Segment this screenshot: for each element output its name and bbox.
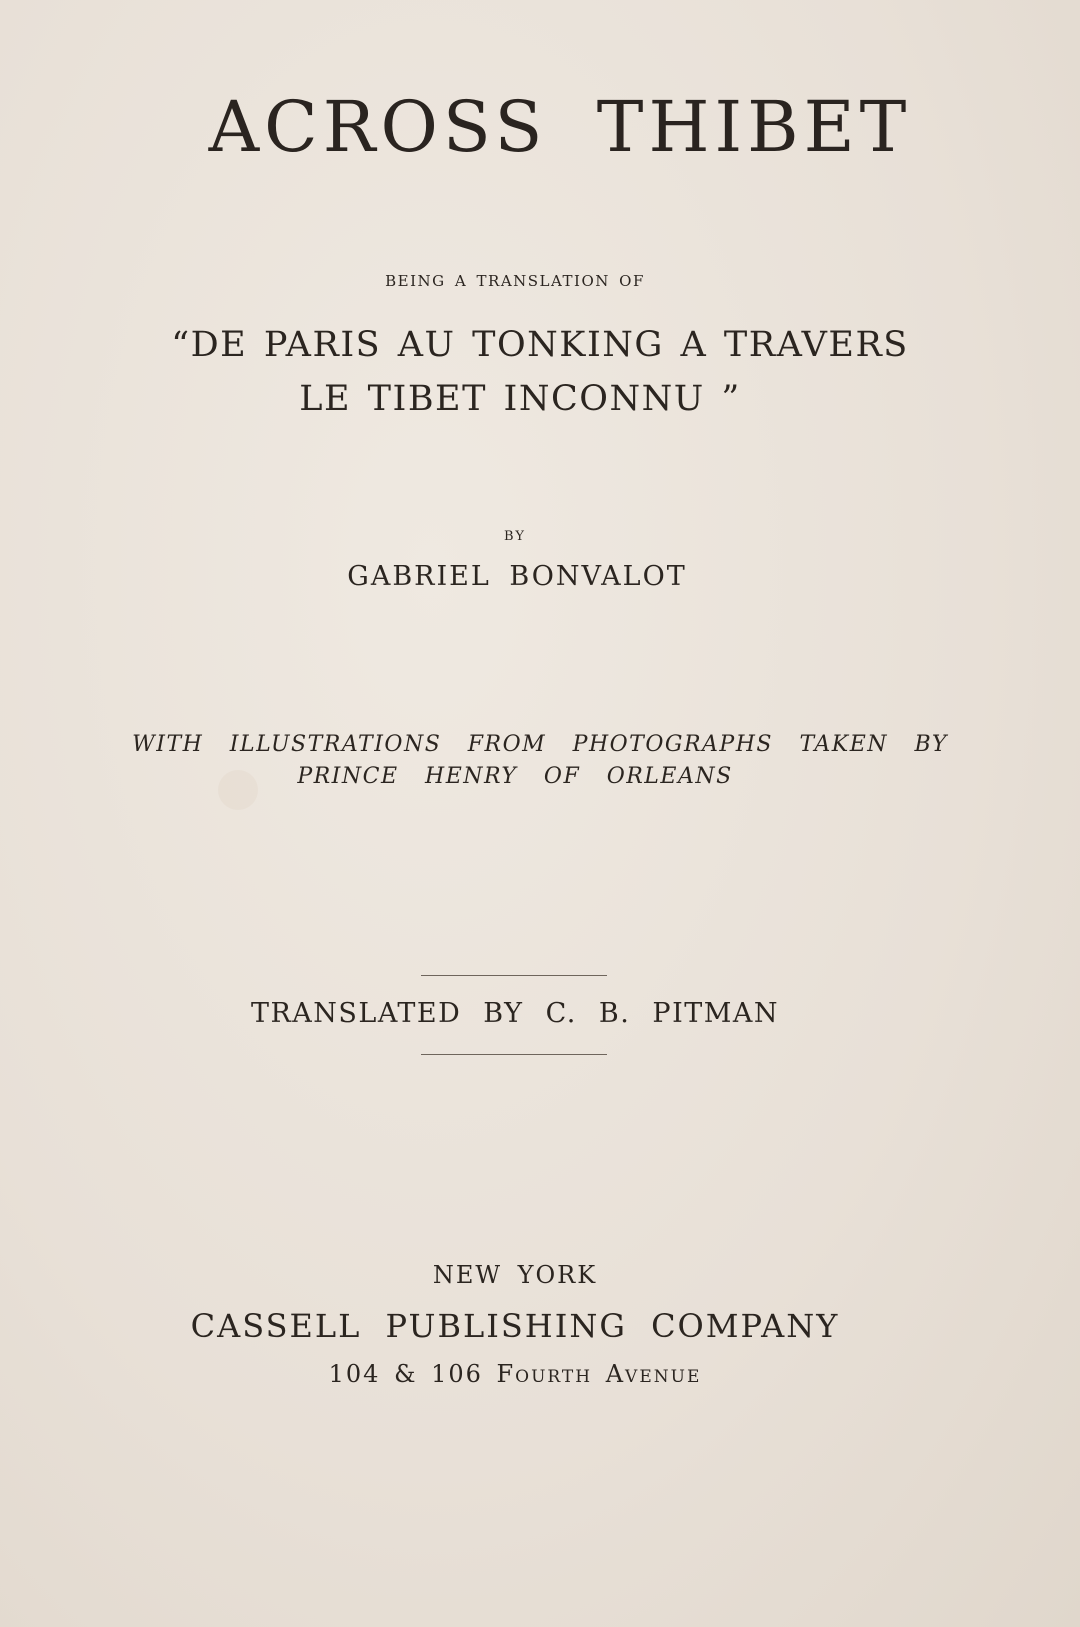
illustrations-line-2: PRINCE HENRY OF ORLEANS bbox=[297, 764, 733, 789]
author-name: GABRIEL BONVALOT bbox=[347, 561, 687, 592]
divider-bottom bbox=[421, 1054, 607, 1055]
book-title: ACROSS THIBET bbox=[208, 86, 912, 168]
original-title-line-1: “DE PARIS AU TONKING A TRAVERS bbox=[171, 325, 909, 365]
publisher-address: 104 & 106 Fourth Avenue bbox=[328, 1360, 702, 1388]
translation-note: BEING A TRANSLATION OF bbox=[385, 272, 645, 290]
publisher-city: NEW YORK bbox=[432, 1261, 598, 1289]
publisher-name: CASSELL PUBLISHING COMPANY bbox=[190, 1307, 840, 1345]
divider-top bbox=[421, 975, 607, 976]
translator-credit: TRANSLATED BY C. B. PITMAN bbox=[250, 998, 780, 1029]
by-label: BY bbox=[504, 529, 526, 544]
illustrations-line-1: WITH ILLUSTRATIONS FROM PHOTOGRAPHS TAKEN BY bbox=[132, 732, 948, 757]
original-title-line-2: LE TIBET INCONNU ” bbox=[299, 379, 741, 419]
